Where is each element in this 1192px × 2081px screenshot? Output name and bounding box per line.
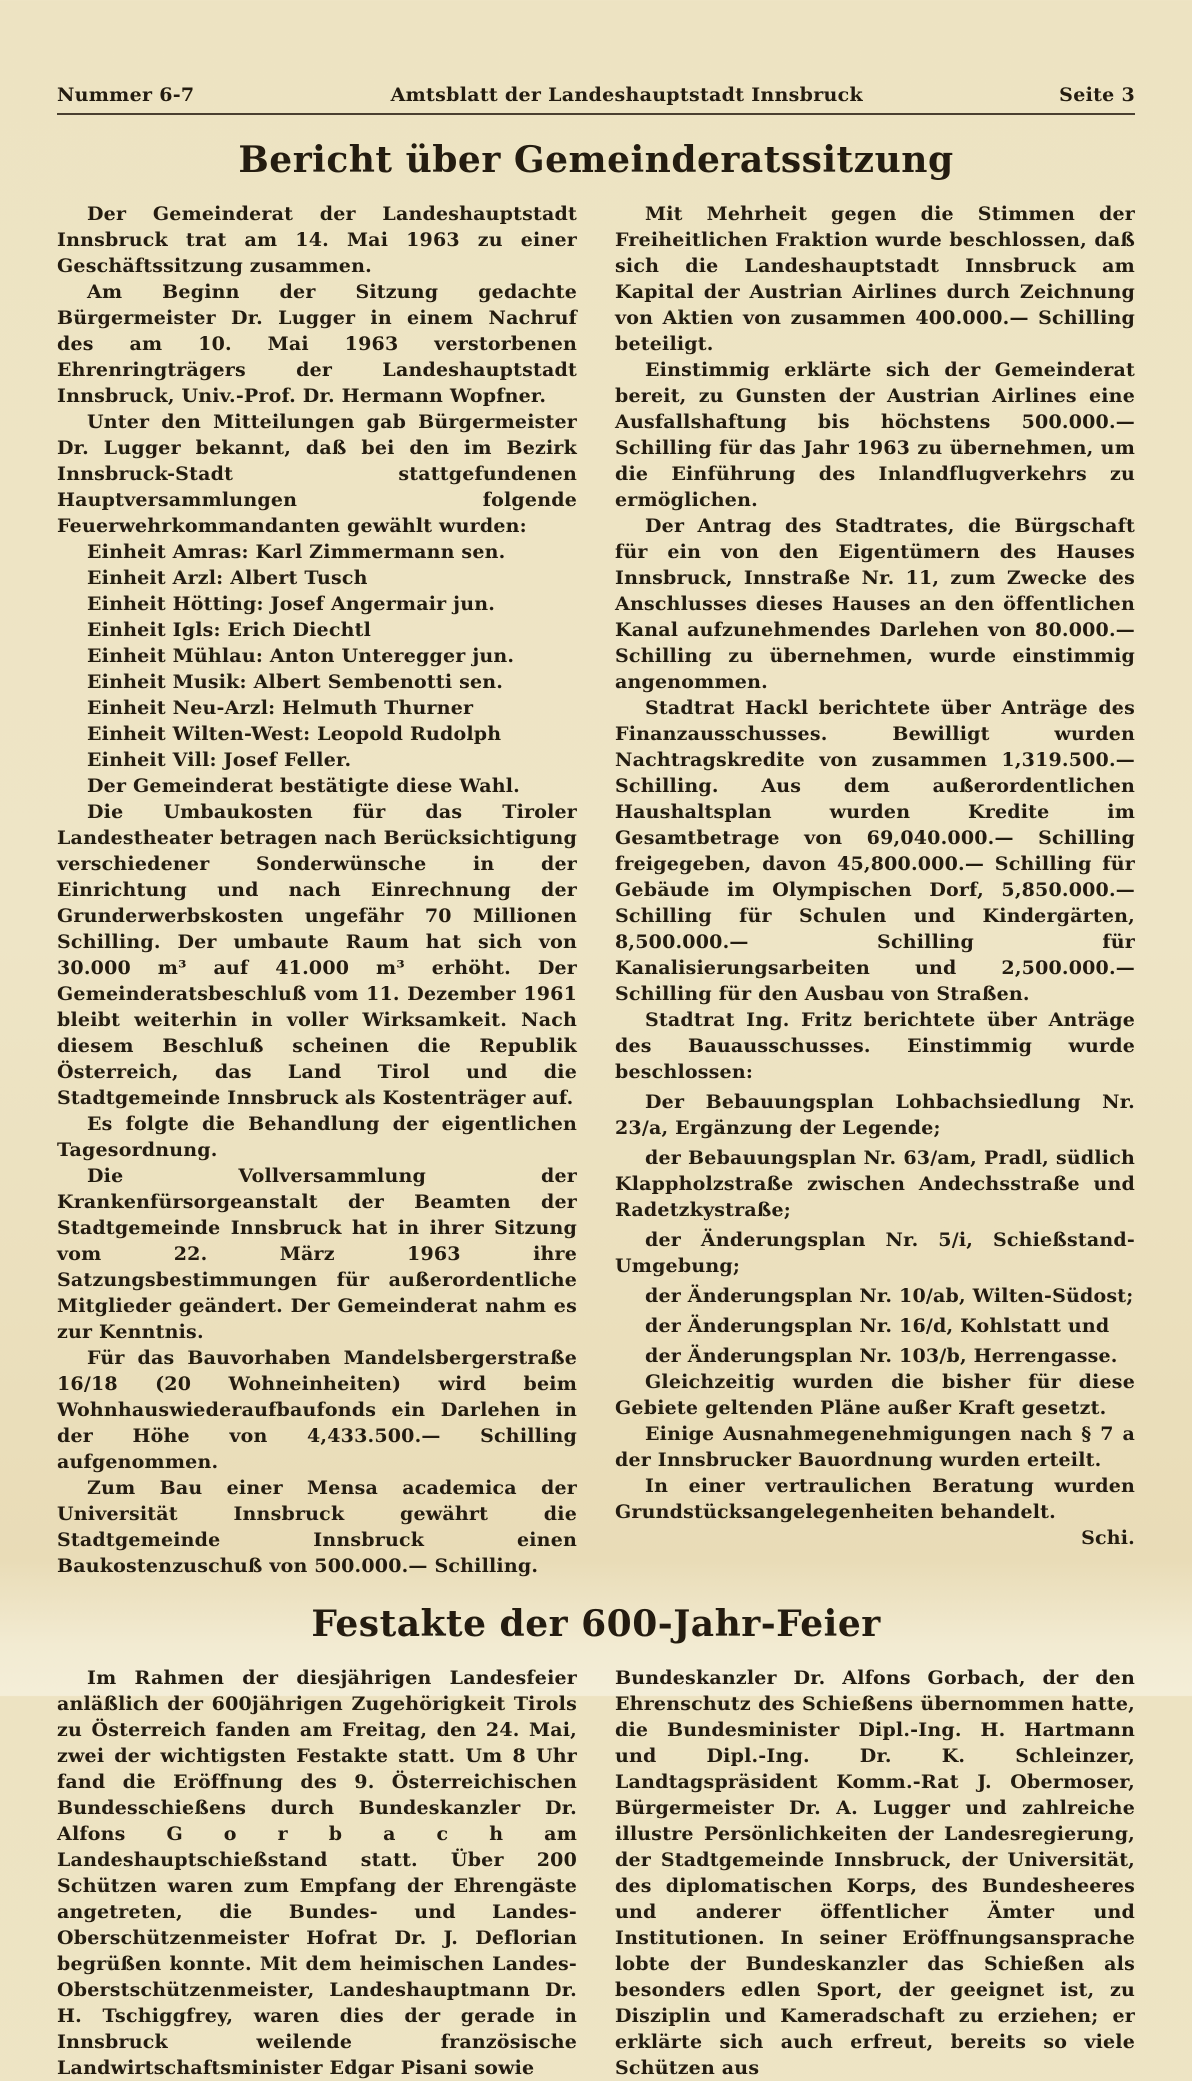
paragraph: der Änderungsplan Nr. 5/i, Schießstand-Umgebung;	[615, 1229, 1135, 1277]
paragraph: Einstimmig erklärte sich der Gemeinderat bereit, zu Gunsten der Austrian Airlines eine Ausfallshaftung bis höchstens 500.000.— Schilling für das Jahr 1963 zu übernehmen, um die Einführung des Inlandflugverkehrs zu ermöglichen.	[615, 359, 1135, 511]
paragraph: Gleichzeitig wurden die bisher für diese Gebiete geltenden Pläne außer Kraft gesetzt.	[615, 1371, 1135, 1419]
paragraph: Einheit Amras: Karl Zimmermann sen.	[87, 541, 506, 563]
paragraph: der Änderungsplan Nr. 103/b, Herrengasse.	[645, 1345, 1118, 1367]
paragraph: Einheit Mühlau: Anton Unteregger jun.	[87, 645, 515, 667]
paragraph: Zum Bau einer Mensa academica der Universität Innsbruck gewährt die Stadtgemeinde Innsbruck einen Baukostenzuschuß von 500.000.— Schilling.	[57, 1477, 577, 1577]
paragraph: Einheit Wilten-West: Leopold Rudolph	[87, 723, 502, 745]
paragraph: Einige Ausnahmegenehmigungen nach § 7 a der Innsbrucker Bauordnung wurden erteilt.	[615, 1423, 1135, 1471]
article-title: Festakte der 600-Jahr-Feier	[311, 1603, 881, 1645]
paragraph: Der Gemeinderat der Landeshauptstadt Innsbruck trat am 14. Mai 1963 zu einer Geschäftssitzung zusammen.	[57, 203, 577, 277]
right-column	[615, 201, 1135, 1579]
paragraph: Die Umbaukosten für das Tiroler Landestheater betragen nach Berücksichtigung verschiedener Sonderwünsche in der Einrichtung und nach Einrechnung der Grunderwerbskosten ungefähr 70 Millionen Schilling. Der umbaute Raum hat sich von 30.000 m³ auf 41.000 m³ erhöht. Der Gemeinderatsbeschluß vom 11. Dezember 1961 bleibt weiterhin in voller Wirksamkeit. Nach diesem Beschluß scheinen die Republik Österreich, das Land Tirol und die Stadtgemeinde Innsbruck als Kostenträger auf.	[57, 801, 577, 1109]
paragraph: der Änderungsplan Nr. 16/d, Kohlstatt und	[645, 1315, 1110, 1337]
article-gemeinderatssitzung	[57, 139, 1135, 1579]
paragraph: Mit Mehrheit gegen die Stimmen der Freiheitlichen Fraktion wurde beschlossen, daß sich die Landeshauptstadt Innsbruck am Kapital der Austrian Airlines durch Zeichnung von Aktien von zusammen 400.000.— Schilling beteiligt.	[615, 203, 1135, 355]
paragraph: Einheit Vill: Josef Feller.	[87, 749, 352, 771]
paragraph: Stadtrat Hackl berichtete über Anträge des Finanzausschusses. Bewilligt wurden Nachtragskredite von zusammen 1,319.500.— Schilling. Aus dem außerordentlichen Haushaltsplan wurden Kredite im Gesamtbetrage von 69,040.000.— Schilling freigegeben, davon 45,800.000.— Schilling für Gebäude im Olympischen Dorf, 5,850.000.— Schilling für Schulen und Kindergärten, 8,500.000.— Schilling für Kanalisierungsarbeiten und 2,500.000.— Schilling für den Ausbau von Straßen.	[615, 697, 1135, 1005]
paragraph: Der Antrag des Stadtrates, die Bürgschaft für ein von den Eigentümern des Hauses Innsbruck, Innstraße Nr. 11, zum Zwecke des Anschlusses dieses Hauses an den öffentlichen Kanal aufzunehmendes Darlehen von 80.000.— Schilling zu übernehmen, wurde einstimmig angenommen.	[615, 515, 1135, 693]
paragraph: Einheit Arzl: Albert Tusch	[87, 567, 368, 589]
paragraph: Die Vollversammlung der Krankenfürsorgeanstalt der Beamten der Stadtgemeinde Innsbruck hat in ihrer Sitzung vom 22. März 1963 ihre Satzungsbestimmungen für außerordentliche Mitglieder geändert. Der Gemeinderat nahm es zur Kenntnis.	[57, 1165, 577, 1343]
masthead	[57, 84, 1135, 106]
article-columns	[57, 1665, 1135, 2081]
page-number: Seite 3	[1059, 84, 1135, 106]
paragraph: Bundeskanzler Dr. Alfons Gorbach, der den Ehrenschutz des Schießens übernommen hatte, die Bundesminister Dipl.-Ing. H. Hartmann und Dipl.-Ing. Dr. K. Schleinzer, Landtagspräsident Komm.-Rat J. Obermoser, Bürgermeister Dr. A. Lugger und zahlreiche illustre Persönlichkeiten der Landesregierung, der Stadtgemeinde Innsbruck, der Universität, des diplomatischen Korps, des Bundesheeres und anderer öffentlicher Ämter und Institutionen. In seiner Eröffnungsansprache lobte der Bundeskanzler das Schießen als besonders edlen Sport, der geeignet ist, zu Disziplin und Kameradschaft zu erziehen; er erklärte sich auch erfreut, bereits so viele Schützen aus	[615, 1667, 1135, 2079]
paragraph: Es folgte die Behandlung der eigentlichen Tagesordnung.	[57, 1113, 577, 1161]
paragraph: Im Rahmen der diesjährigen Landesfeier anläßlich der 600jährigen Zugehörigkeit Tirols zu Österreich fanden am Freitag, den 24. Mai, zwei der wichtigsten Festakte statt. Um 8 Uhr fand die Eröffnung des 9. Österreichischen Bundesschießens durch Bundeskanzler Dr. Alfons G o r b a c h am Landeshauptschießstand statt. Über 200 Schützen waren zum Empfang der Ehrengäste angetreten, die Bundes- und Landes-Oberschützenmeister Hofrat Dr. J. Deflorian begrüßen konnte. Mit dem heimischen Landes-Oberstschützenmeister, Landeshauptmann Dr. H. Tschiggfrey, waren dies der gerade in Innsbruck weilende französische Landwirtschaftsminister Edgar Pisani sowie	[57, 1667, 577, 2079]
author-initials: Schi.	[1081, 1527, 1135, 1549]
paragraph: Stadtrat Ing. Fritz berichtete über Anträge des Bauausschusses. Einstimmig wurde beschlossen:	[615, 1009, 1135, 1083]
paragraph: Für das Bauvorhaben Mandelsbergerstraße 16/18 (20 Wohneinheiten) wird beim Wohnhauswiederaufbaufonds ein Darlehen in der Höhe von 4,433.500.— Schilling aufgenommen.	[57, 1347, 577, 1473]
paragraph: der Bebauungsplan Nr. 63/am, Pradl, südlich Klappholzstraße zwischen Andechsstraße und Radetzkystraße;	[615, 1147, 1135, 1221]
paragraph: Einheit Hötting: Josef Angermair jun.	[87, 593, 496, 615]
right-column	[615, 1665, 1135, 2081]
paragraph: Einheit Musik: Albert Sembenotti sen.	[87, 671, 504, 693]
article-festakte	[57, 1603, 1135, 2081]
journal-title: Amtsblatt der Landeshauptstadt Innsbruck	[390, 84, 863, 106]
paragraph: Am Beginn der Sitzung gedachte Bürgermeister Dr. Lugger in einem Nachruf des am 10. Mai 1963 verstorbenen Ehrenringträgers der Landeshauptstadt Innsbruck, Univ.-Prof. Dr. Hermann Wopfner.	[57, 281, 577, 407]
left-column	[57, 201, 577, 1579]
paragraph: Einheit Neu-Arzl: Helmuth Thurner	[87, 697, 474, 719]
left-column	[57, 1665, 577, 2081]
masthead-rule	[57, 113, 1135, 115]
paragraph: Der Bebauungsplan Lohbachsiedlung Nr. 23/a, Ergänzung der Legende;	[615, 1091, 1135, 1139]
article-columns	[57, 201, 1135, 1579]
issue-number: Nummer 6-7	[57, 84, 195, 106]
paragraph: Unter den Mitteilungen gab Bürgermeister Dr. Lugger bekannt, daß bei den im Bezirk Innsbruck-Stadt stattgefundenen Hauptversammlungen folgende Feuerwehrkommandanten gewählt wurden:	[57, 411, 577, 537]
paragraph: In einer vertraulichen Beratung wurden Grundstücksangelegenheiten behandelt. Schi.	[615, 1475, 1135, 1549]
paragraph: Einheit Igls: Erich Diechtl	[87, 619, 372, 641]
paragraph: Der Gemeinderat bestätigte diese Wahl.	[87, 775, 520, 797]
article-title: Bericht über Gemeinderatssitzung	[238, 139, 954, 181]
paragraph: der Änderungsplan Nr. 10/ab, Wilten-Südost;	[645, 1285, 1134, 1307]
